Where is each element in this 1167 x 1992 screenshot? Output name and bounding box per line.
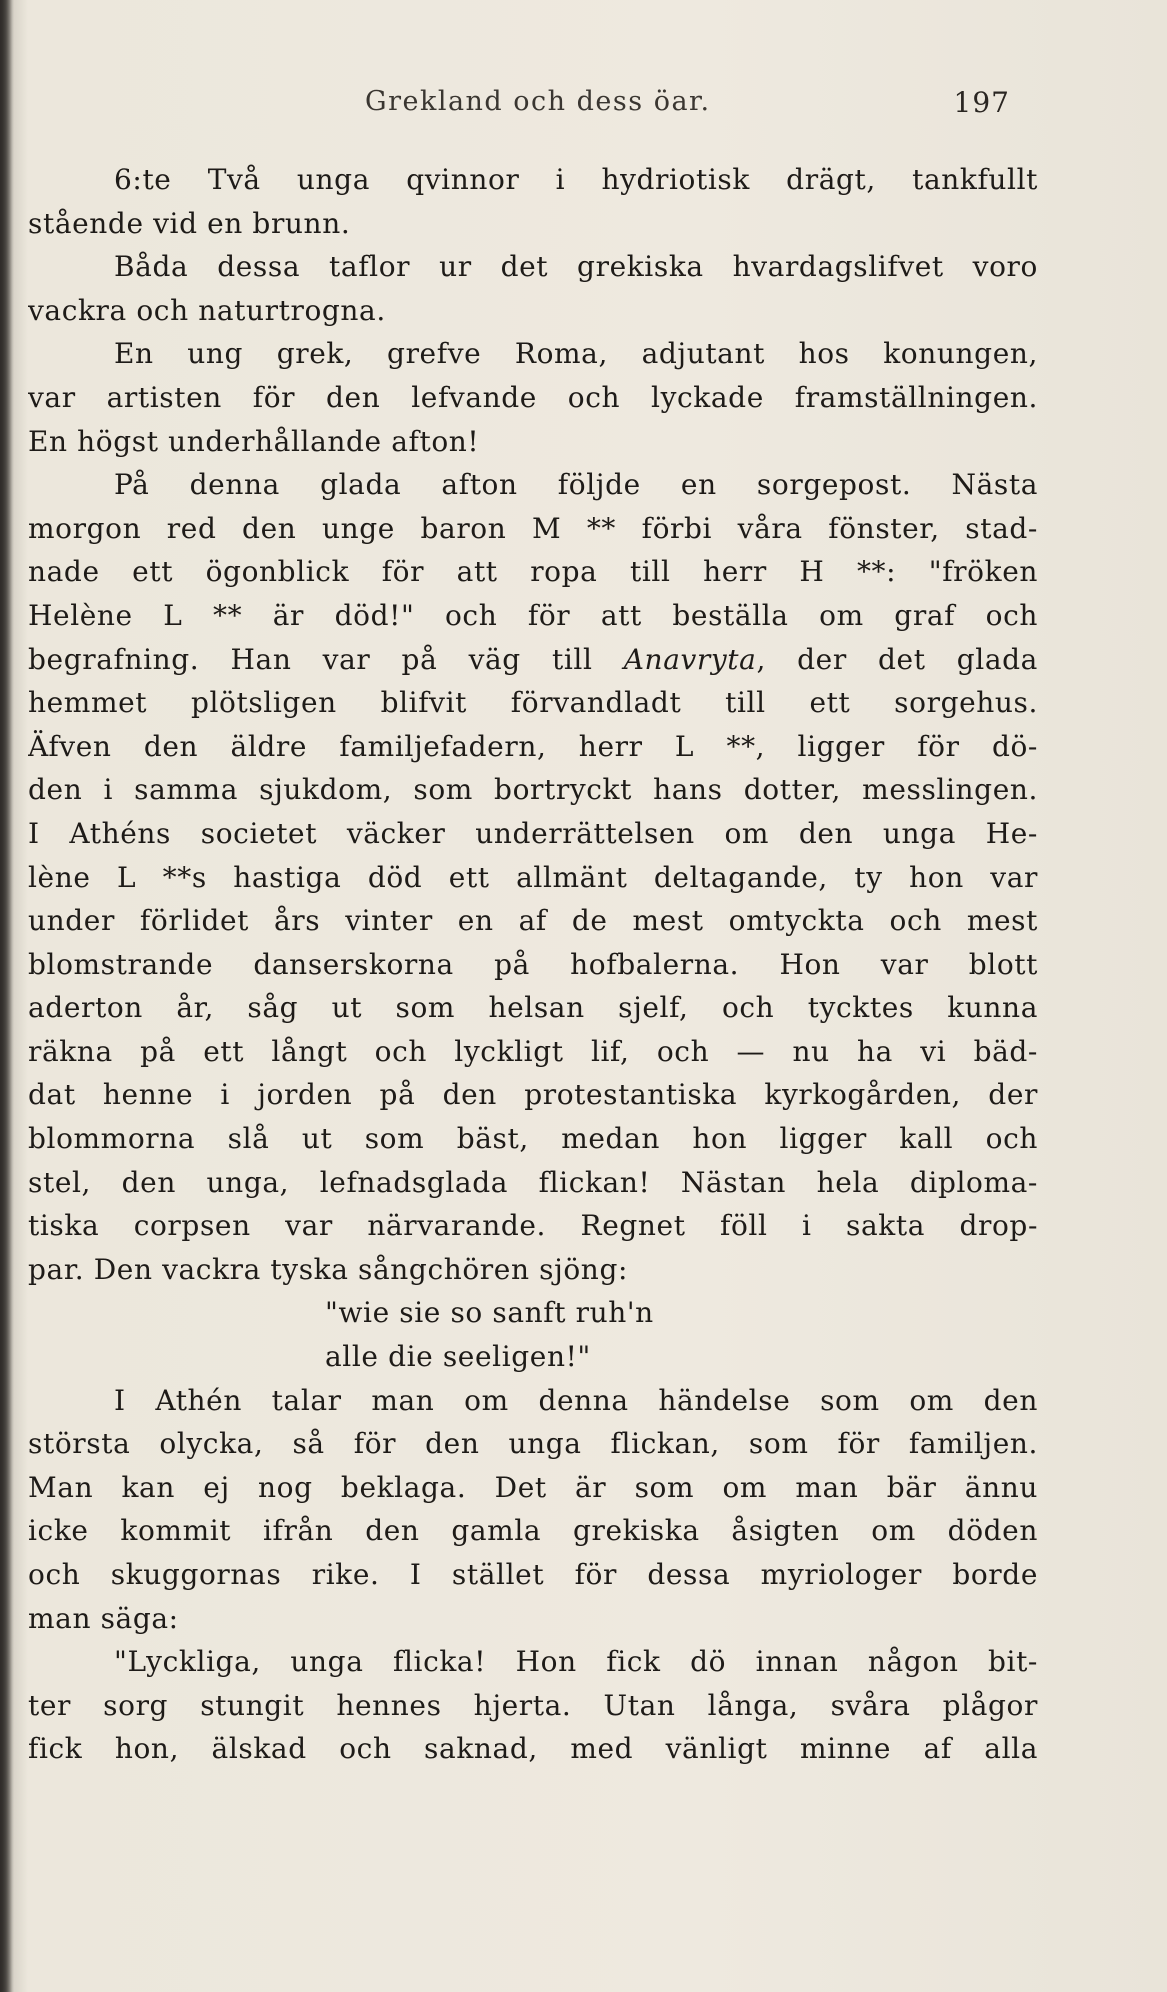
- text-line: stående vid en brunn.: [28, 206, 351, 240]
- text-line: blomstrande danserskorna på hofbalerna. Hon var blott: [28, 947, 1038, 981]
- verse-line: "wie sie so sanft ruh'n: [325, 1296, 654, 1330]
- line-text: , der det glada: [756, 642, 1038, 676]
- text-line: fick hon, älskad och saknad, med vänligt minne af alla: [28, 1732, 1038, 1766]
- text-line: man säga:: [28, 1601, 179, 1635]
- text-line: morgon red den unge baron M ** förbi våra fönster, stad-: [28, 511, 1038, 545]
- text-line: par. Den vackra tyska sångchören sjöng:: [28, 1252, 628, 1286]
- page-spine-shadow: [0, 0, 12, 1992]
- running-title: Grekland och dess öar.: [365, 86, 711, 117]
- text-line: under förlidet års vinter en af de mest omtyckta och mest: [28, 904, 1038, 938]
- text-line: Helène L ** är död!" och för att beställa om graf och: [28, 598, 1038, 632]
- page-header: [28, 86, 1038, 126]
- text-line: Man kan ej nog beklaga. Det är som om man bär ännu: [28, 1470, 1038, 1504]
- page-number: 197: [953, 86, 1010, 119]
- text-line: Båda dessa taflor ur det grekiska hvardagslifvet voro: [114, 250, 1038, 284]
- text-line: stel, den unga, lefnadsglada flickan! Nästan hela diploma-: [28, 1165, 1038, 1199]
- text-line: Äfven den äldre familjefadern, herr L **, ligger för dö-: [28, 729, 1038, 763]
- text-line: I Athéns societet väcker underrättelsen om den unga He-: [28, 816, 1038, 850]
- text-line: och skuggornas rike. I stället för dessa myriologer borde: [28, 1558, 1038, 1591]
- text-line: nade ett ögonblick för att ropa till herr H **: "fröken: [28, 555, 1038, 589]
- text-line: ter sorg stungit hennes hjerta. Utan långa, svåra plågor: [28, 1688, 1038, 1722]
- text-line: lène L **s hastiga död ett allmänt deltagande, ty hon var: [28, 860, 1038, 894]
- verse-line: alle die seeligen!": [325, 1340, 591, 1374]
- text-line: blommorna slå ut som bäst, medan hon ligger kall och: [28, 1122, 1038, 1156]
- text-line: största olycka, så för den unga flickan, som för familjen.: [28, 1427, 1038, 1461]
- text-line: På denna glada afton följde en sorgepost. Nästa: [114, 468, 1038, 502]
- text-line: icke kommit ifrån den gamla grekiska åsigten om döden: [28, 1514, 1038, 1548]
- text-line: En högst underhållande afton!: [28, 424, 480, 458]
- text-line: var artisten för den lefvande och lyckade framställningen.: [28, 380, 1038, 414]
- text-line: 6:te Två unga qvinnor i hydriotisk drägt, tankfullt: [114, 163, 1038, 196]
- text-line: den i samma sjukdom, som bortryckt hans dotter, messlingen.: [28, 773, 1038, 807]
- text-line: En ung grek, grefve Roma, adjutant hos konungen,: [114, 337, 1038, 371]
- text-line: tiska corpsen var närvarande. Regnet föll i sakta drop-: [28, 1209, 1038, 1243]
- place-name: Anavryta: [623, 642, 757, 676]
- text-line: hemmet plötsligen blifvit förvandladt till ett sorgehus.: [28, 686, 1038, 720]
- line-text: begrafning. Han var på väg till: [28, 642, 593, 676]
- body-text: [28, 158, 1038, 1771]
- text-line: I Athén talar man om denna händelse som om den: [114, 1383, 1038, 1417]
- text-line: aderton år, såg ut som helsan sjelf, och tycktes kunna: [28, 991, 1038, 1025]
- text-line: vackra och naturtrogna.: [28, 293, 386, 327]
- text-line: "Lyckliga, unga flicka! Hon fick dö innan någon bit-: [114, 1645, 1038, 1679]
- text-line-with-place-name: [28, 638, 1038, 682]
- text-line: räkna på ett långt och lyckligt lif, och — nu ha vi bäd-: [28, 1034, 1038, 1068]
- text-line: dat henne i jorden på den protestantiska kyrkogården, der: [28, 1078, 1038, 1112]
